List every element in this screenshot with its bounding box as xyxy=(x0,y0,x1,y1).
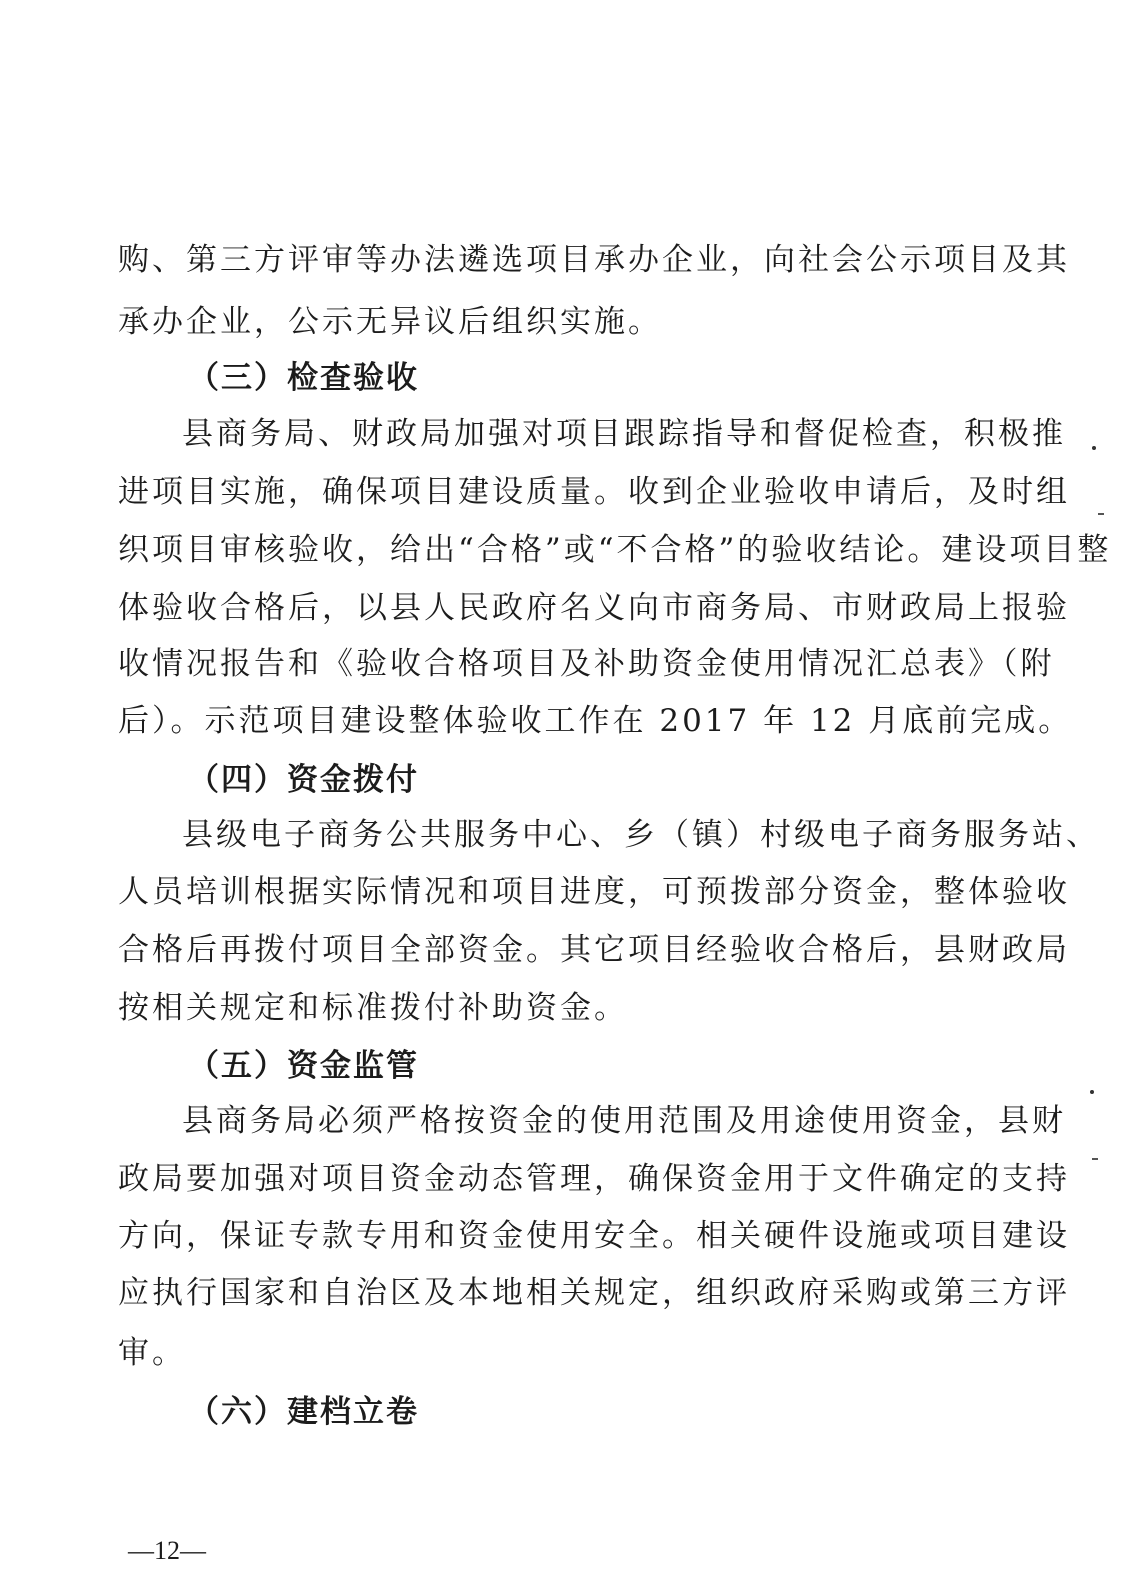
paragraph-line: 体验收合格后，以县人民政府名义向市商务局、市财政局上报验 xyxy=(118,590,1070,626)
paragraph-line: 县商务局、财政局加强对项目跟踪指导和督促检查，积极推 xyxy=(182,416,1066,452)
section-heading: （三）检查验收 xyxy=(188,360,419,396)
paragraph-line: 进项目实施，确保项目建设质量。收到企业验收申请后，及时组 xyxy=(118,474,1070,510)
paragraph-line: 县级电子商务公共服务中心、乡（镇）村级电子商务服务站、 xyxy=(182,817,1100,853)
paragraph-line: 合格后再拨付项目全部资金。其它项目经验收合格后，县财政局 xyxy=(118,932,1070,968)
paragraph-line: 审。 xyxy=(118,1335,186,1371)
page-number: —12— xyxy=(128,1536,206,1565)
paragraph-line: 按相关规定和标准拨付补助资金。 xyxy=(118,990,628,1026)
paragraph-line: 后）。示范项目建设整体验收工作在 2017 年 12 月底前完成。 xyxy=(118,703,1073,739)
paragraph-line: 县商务局必须严格按资金的使用范围及用途使用资金，县财 xyxy=(182,1103,1066,1139)
section-heading: （五）资金监管 xyxy=(188,1048,419,1084)
paragraph-line: 人员培训根据实际情况和项目进度，可预拨部分资金，整体验收 xyxy=(118,874,1070,910)
paragraph-line: 应执行国家和自治区及本地相关规定，组织政府采购或第三方评 xyxy=(118,1275,1070,1311)
paragraph-line: 收情况报告和《验收合格项目及补助资金使用情况汇总表》（附 xyxy=(118,646,1055,682)
scan-speck xyxy=(1092,1158,1098,1160)
paragraph-line: 政局要加强对项目资金动态管理，确保资金用于文件确定的支持 xyxy=(118,1161,1070,1197)
scan-speck xyxy=(1090,1090,1094,1094)
scan-speck xyxy=(1092,446,1096,450)
section-heading: （四）资金拨付 xyxy=(188,762,419,798)
paragraph-line: 织项目审核验收，给出“合格”或“不合格”的验收结论。建设项目整 xyxy=(118,532,1112,568)
paragraph-line: 购、第三方评审等办法遴选项目承办企业，向社会公示项目及其 xyxy=(118,242,1070,278)
section-heading: （六）建档立卷 xyxy=(188,1394,419,1430)
paragraph-line: 方向，保证专款专用和资金使用安全。相关硬件设施或项目建设 xyxy=(118,1218,1070,1254)
paragraph-line: 承办企业，公示无异议后组织实施。 xyxy=(118,304,662,340)
scan-speck xyxy=(1098,513,1104,515)
